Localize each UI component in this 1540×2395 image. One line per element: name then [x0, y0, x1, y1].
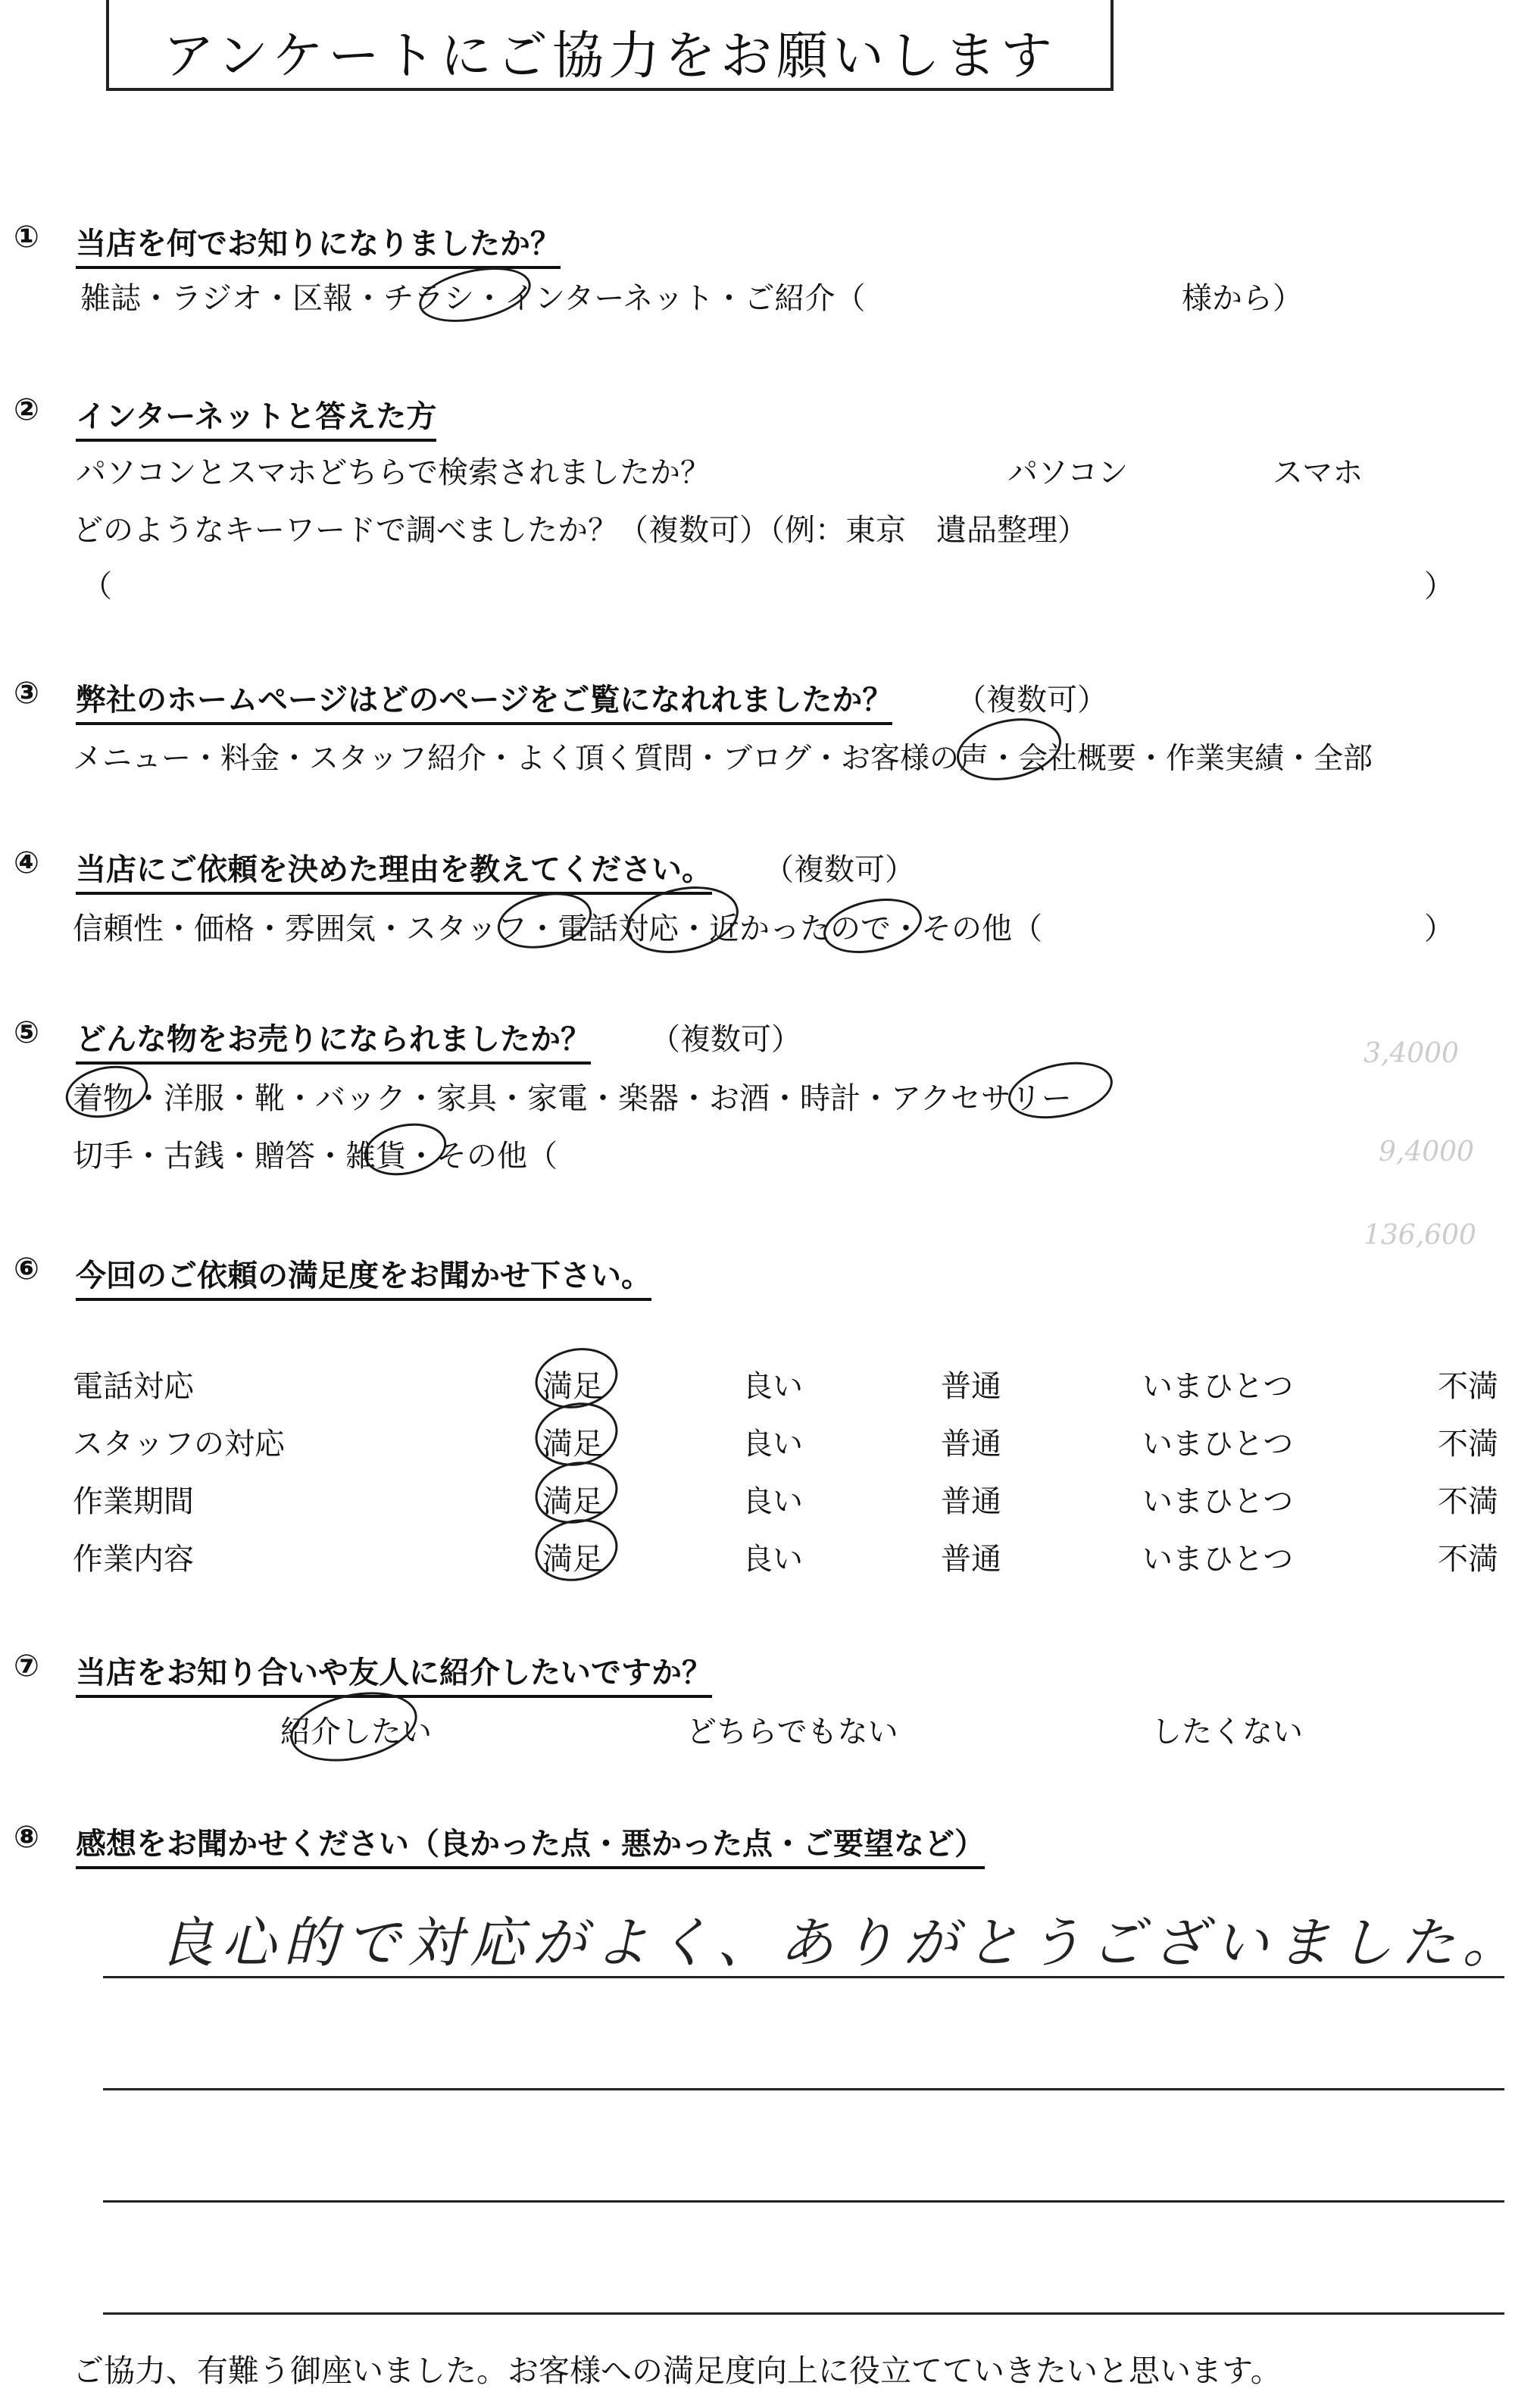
answer-line-4: [103, 2312, 1504, 2315]
q8-number: ⑧: [14, 1820, 39, 1855]
q6-period-normal: 普通: [941, 1484, 1001, 1519]
q6-content-notquite: いまひとつ: [1142, 1542, 1294, 1577]
q3-note: （複数可）: [956, 683, 1107, 718]
q8-handwritten-answer: 良心的で対応がよく、ありがとうございました。: [159, 1911, 1525, 1974]
q4-note: （複数可）: [764, 852, 915, 887]
q1-question: 当店を何でお知りになりましたか？: [76, 220, 561, 269]
q4-selection-circle-near: [818, 890, 926, 961]
q5-items-line1: 着物・洋服・靴・バック・家具・家電・楽器・お酒・時計・アクセサリー: [73, 1081, 1072, 1116]
q6-staff-good: 良い: [742, 1427, 803, 1462]
q4-question: 当店にご依頼を決めた理由を教えてください。: [76, 846, 712, 895]
q6-row-period: 作業期間: [73, 1484, 194, 1519]
q6-period-dissatisfied: 不満: [1438, 1484, 1498, 1519]
q6-content-good: 良い: [742, 1542, 803, 1577]
q8-question: 感想をお聞かせください（良かった点・悪かった点・ご要望など）: [76, 1820, 985, 1869]
q6-question: 今回のご依頼の満足度をお聞かせ下さい。: [76, 1252, 651, 1301]
q1-suffix: 様から）: [1182, 281, 1303, 316]
q7-number: ⑦: [14, 1649, 39, 1684]
answer-line-1: [103, 1976, 1504, 1978]
q5-question: どんな物をお売りになられましたか？: [76, 1015, 591, 1065]
margin-note-1: 3,4000: [1364, 1038, 1459, 1069]
q2-open-paren: （: [82, 569, 112, 604]
q5-note: （複数可）: [650, 1022, 801, 1057]
q3-options: メニュー・料金・スタッフ紹介・よく頂く質問・ブログ・お客様の声・会社概要・作業実績・全部: [73, 742, 1373, 776]
q6-staff-satisfied: 満足: [542, 1427, 603, 1462]
q6-phone-good: 良い: [742, 1369, 803, 1404]
q1-number: ①: [14, 220, 39, 255]
q4-options: 信頼性・価格・雰囲気・スタッフ・電話対応・近かったので・その他（: [73, 911, 1042, 946]
q6-content-dissatisfied: 不満: [1438, 1542, 1498, 1577]
q6-staff-notquite: いまひとつ: [1142, 1427, 1294, 1462]
q6-number: ⑥: [14, 1252, 39, 1287]
q6-content-satisfied: 満足: [542, 1542, 603, 1577]
page-title: アンケートにご協力をお願いします: [163, 27, 1057, 86]
q7-option-neutral: どちらでもない: [686, 1715, 898, 1749]
footer-message: ご協力、有難う御座いました。お客様への満足度向上に役立てていきたいと思います。: [73, 2353, 1282, 2389]
q3-number: ③: [14, 676, 39, 711]
margin-note-2: 9,4000: [1379, 1137, 1474, 1168]
answer-line-2: [103, 2088, 1504, 2090]
q6-phone-normal: 普通: [941, 1369, 1001, 1404]
q2-device-question: パソコンとスマホどちらで検索されましたか？: [76, 455, 711, 490]
q6-row-staff: スタッフの対応: [73, 1427, 285, 1462]
q5-items-line2: 切手・古銭・贈答・雑貨・その他（: [73, 1139, 558, 1174]
q2-close-paren: ）: [1424, 569, 1454, 604]
q6-period-satisfied: 満足: [542, 1484, 603, 1519]
q2-number: ②: [14, 392, 39, 427]
q6-period-good: 良い: [742, 1484, 803, 1519]
q6-staff-normal: 普通: [941, 1427, 1001, 1462]
q6-row-content: 作業内容: [73, 1542, 194, 1577]
q7-option-no: したくない: [1151, 1715, 1303, 1749]
q5-number: ⑤: [14, 1015, 39, 1050]
q2-option-pc: パソコン: [1007, 455, 1129, 490]
q6-staff-dissatisfied: 不満: [1438, 1427, 1498, 1462]
q2-question: インターネットと答えた方: [76, 392, 436, 442]
q6-period-notquite: いまひとつ: [1142, 1484, 1294, 1519]
q3-question: 弊社のホームページはどのページをご覧になれれましたか？: [76, 676, 892, 725]
q6-phone-dissatisfied: 不満: [1438, 1369, 1498, 1404]
margin-note-3: 136,600: [1364, 1220, 1476, 1251]
q1-selection-circle: [414, 258, 536, 331]
q6-content-normal: 普通: [941, 1542, 1001, 1577]
q7-question: 当店をお知り合いや友人に紹介したいですか？: [76, 1649, 712, 1698]
q4-number: ④: [14, 846, 39, 880]
q4-close-paren: ）: [1424, 911, 1454, 946]
title-box: [106, 0, 1114, 91]
q2-option-smartphone: スマホ: [1273, 455, 1364, 490]
q1-options: 雑誌・ラジオ・区報・チラシ・インターネット・ご紹介（: [80, 281, 866, 316]
q6-phone-satisfied: 満足: [542, 1369, 603, 1404]
q6-row-phone: 電話対応: [73, 1369, 194, 1404]
q7-option-recommend: 紹介したい: [280, 1715, 432, 1749]
q6-phone-notquite: いまひとつ: [1142, 1369, 1294, 1404]
answer-line-3: [103, 2200, 1504, 2203]
q2-keyword-question: どのようなキーワードで調べましたか？（複数可）（例：東京 遺品整理）: [73, 513, 1088, 548]
